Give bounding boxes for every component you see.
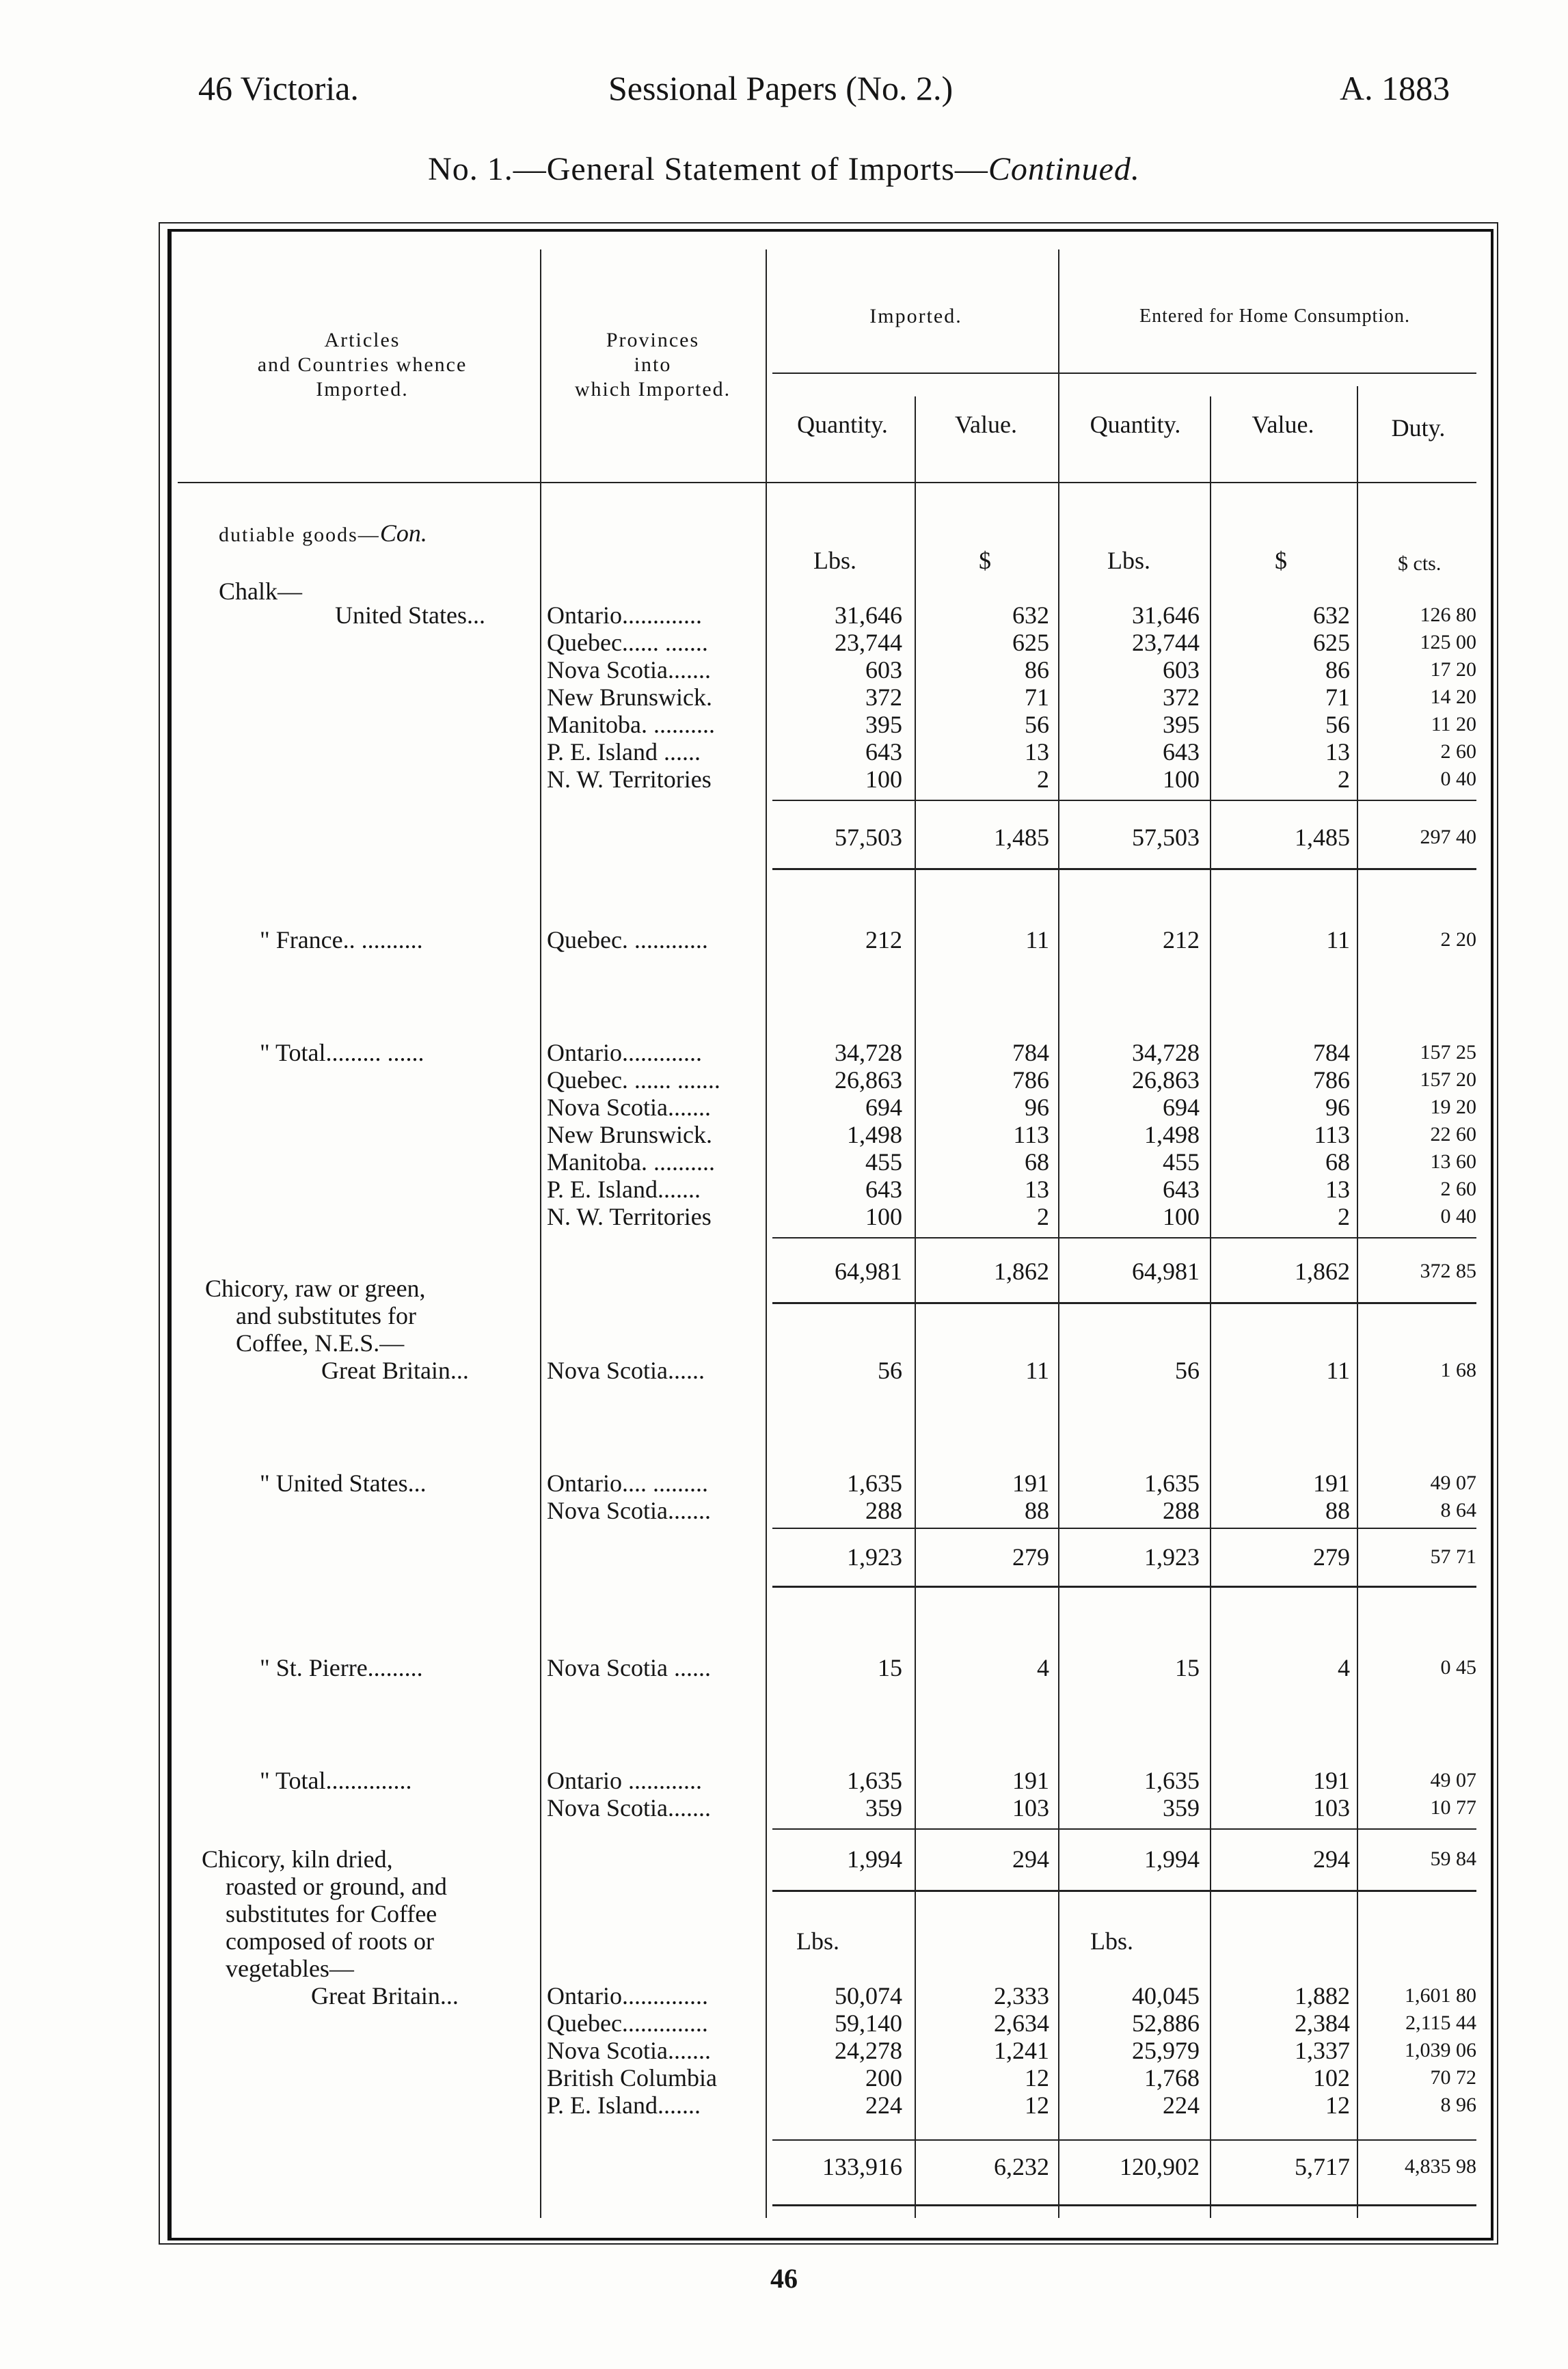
col-rule-provinces bbox=[766, 249, 767, 2218]
cell-duty: 8 64 bbox=[1440, 1499, 1476, 1521]
header-year: A. 1883 bbox=[1340, 69, 1450, 107]
cell-q1: 56 bbox=[878, 1357, 902, 1384]
cell-v1: 11 bbox=[1025, 1357, 1049, 1384]
total-v2: 1,485 bbox=[1295, 824, 1350, 851]
total-duty: 297 40 bbox=[1420, 826, 1476, 848]
cell-q1: 23,744 bbox=[835, 629, 902, 656]
cell-duty: 157 20 bbox=[1420, 1068, 1476, 1091]
cell-q1: 359 bbox=[865, 1794, 902, 1822]
cell-q2: 212 bbox=[1163, 926, 1200, 953]
cell-q2: 56 bbox=[1175, 1357, 1200, 1384]
province-name: Nova Scotia....... bbox=[547, 1497, 711, 1524]
total-v2: 5,717 bbox=[1295, 2153, 1350, 2180]
cell-q1: 24,278 bbox=[835, 2037, 902, 2064]
col-head-entered: Entered for Home Consumption. bbox=[1139, 306, 1411, 327]
total-duty: 57 71 bbox=[1430, 1545, 1476, 1568]
article-label: " St. Pierre......... bbox=[260, 1654, 423, 1681]
cell-q2: 1,635 bbox=[1144, 1470, 1200, 1497]
province-name: Quebec. ...... ....... bbox=[547, 1066, 720, 1094]
col-rule-q1 bbox=[915, 396, 916, 2218]
cell-q2: 26,863 bbox=[1132, 1066, 1200, 1094]
col-rule-q2 bbox=[1210, 396, 1211, 2218]
cell-q2: 224 bbox=[1163, 2092, 1200, 2119]
article-label: Great Britain... bbox=[311, 1982, 459, 2009]
cell-v2: 96 bbox=[1325, 1094, 1350, 1121]
cell-q2: 100 bbox=[1163, 766, 1200, 793]
cell-v2: 625 bbox=[1313, 629, 1350, 656]
cell-v1: 103 bbox=[1012, 1794, 1049, 1822]
province-name: Nova Scotia....... bbox=[547, 1094, 711, 1121]
unit-dollar: $ bbox=[979, 547, 991, 574]
cell-v1: 1,241 bbox=[994, 2037, 1049, 2064]
cell-v1: 191 bbox=[1012, 1470, 1049, 1497]
province-name: Nova Scotia...... bbox=[547, 1357, 705, 1384]
subtotal-rule-top bbox=[772, 1528, 1476, 1529]
cell-v2: 102 bbox=[1313, 2064, 1350, 2092]
cell-v1: 2,333 bbox=[994, 1982, 1049, 2009]
cell-q1: 31,646 bbox=[835, 601, 902, 629]
header-rule-groups bbox=[772, 373, 1476, 374]
cell-duty: 17 20 bbox=[1430, 658, 1476, 681]
col-head-value: Value. bbox=[955, 411, 1017, 438]
cell-duty: 70 72 bbox=[1430, 2066, 1476, 2089]
section-label: dutiable goods—Con. bbox=[219, 519, 427, 547]
cell-v2: 786 bbox=[1313, 1066, 1350, 1094]
total-q1: 1,923 bbox=[847, 1543, 902, 1571]
col-rule-v1 bbox=[1058, 249, 1059, 2218]
cell-duty: 126 80 bbox=[1420, 604, 1476, 626]
cell-v1: 11 bbox=[1025, 926, 1049, 953]
cell-v1: 13 bbox=[1025, 738, 1049, 766]
province-name: Manitoba. .......... bbox=[547, 1148, 715, 1176]
cell-q1: 212 bbox=[865, 926, 902, 953]
total-q1: 64,981 bbox=[835, 1258, 902, 1285]
cell-duty: 125 00 bbox=[1420, 631, 1476, 653]
cell-v2: 13 bbox=[1325, 738, 1350, 766]
article-label: substitutes for Coffee bbox=[226, 1900, 437, 1927]
cell-duty: 10 77 bbox=[1430, 1796, 1476, 1819]
cell-q1: 643 bbox=[865, 738, 902, 766]
cell-v2: 191 bbox=[1313, 1767, 1350, 1794]
cell-v1: 625 bbox=[1012, 629, 1049, 656]
province-name: N. W. Territories bbox=[547, 766, 712, 793]
cell-v2: 2 bbox=[1338, 1203, 1350, 1230]
cell-q1: 288 bbox=[865, 1497, 902, 1524]
cell-duty: 2,115 44 bbox=[1405, 2012, 1476, 2034]
cell-duty: 2 60 bbox=[1440, 740, 1476, 763]
cell-q1: 15 bbox=[878, 1654, 902, 1681]
province-name: Quebec.............. bbox=[547, 2009, 708, 2037]
cell-duty: 1 68 bbox=[1440, 1359, 1476, 1381]
cell-v2: 2 bbox=[1338, 766, 1350, 793]
cell-duty: 19 20 bbox=[1430, 1096, 1476, 1118]
article-label: " Total.............. bbox=[260, 1767, 412, 1794]
article-label: Chalk— bbox=[219, 578, 302, 605]
cell-v1: 96 bbox=[1025, 1094, 1049, 1121]
col-head-value-entered: Value. bbox=[1252, 411, 1314, 438]
cell-q1: 694 bbox=[865, 1094, 902, 1121]
header-session: 46 Victoria. bbox=[198, 69, 359, 107]
total-q2: 64,981 bbox=[1132, 1258, 1200, 1285]
page-number: 46 bbox=[770, 2263, 798, 2294]
cell-v2: 784 bbox=[1313, 1039, 1350, 1066]
total-q1: 1,994 bbox=[847, 1845, 902, 1873]
cell-v1: 12 bbox=[1025, 2064, 1049, 2092]
cell-v2: 632 bbox=[1313, 601, 1350, 629]
total-v2: 294 bbox=[1313, 1845, 1350, 1873]
total-duty: 4,835 98 bbox=[1405, 2155, 1476, 2178]
cell-duty: 14 20 bbox=[1430, 686, 1476, 708]
unit-dollar-entered: $ bbox=[1275, 547, 1287, 574]
cell-v1: 632 bbox=[1012, 601, 1049, 629]
cell-q2: 1,498 bbox=[1144, 1121, 1200, 1148]
subtotal-rule-bottom bbox=[772, 1586, 1476, 1588]
province-name: Ontario.............. bbox=[547, 1982, 708, 2009]
cell-v2: 103 bbox=[1313, 1794, 1350, 1822]
cell-v2: 1,882 bbox=[1295, 1982, 1350, 2009]
cell-v1: 88 bbox=[1025, 1497, 1049, 1524]
province-name: P. E. Island....... bbox=[547, 1176, 701, 1203]
col-head-duty: Duty. bbox=[1391, 414, 1446, 442]
cell-v1: 12 bbox=[1025, 2092, 1049, 2119]
cell-duty: 157 25 bbox=[1420, 1041, 1476, 1064]
cell-duty: 11 20 bbox=[1431, 713, 1476, 735]
col-head-provinces: Provinces into which Imported. bbox=[574, 329, 731, 401]
cell-q1: 50,074 bbox=[835, 1982, 902, 2009]
subtotal-rule-top bbox=[772, 1828, 1476, 1830]
cell-duty: 8 96 bbox=[1440, 2094, 1476, 2116]
total-v2: 1,862 bbox=[1295, 1258, 1350, 1285]
cell-q1: 100 bbox=[865, 1203, 902, 1230]
cell-duty: 13 60 bbox=[1430, 1150, 1476, 1173]
cell-v1: 68 bbox=[1025, 1148, 1049, 1176]
cell-v2: 13 bbox=[1325, 1176, 1350, 1203]
cell-q1: 603 bbox=[865, 656, 902, 683]
cell-v2: 2,384 bbox=[1295, 2009, 1350, 2037]
total-q1: 57,503 bbox=[835, 824, 902, 851]
cell-duty: 1,039 06 bbox=[1405, 2039, 1476, 2061]
total-q2: 120,902 bbox=[1120, 2153, 1200, 2180]
cell-q2: 372 bbox=[1163, 683, 1200, 711]
cell-q2: 643 bbox=[1163, 1176, 1200, 1203]
total-v1: 279 bbox=[1012, 1543, 1049, 1571]
unit-lbs-entered: Lbs. bbox=[1107, 547, 1150, 574]
cell-q1: 34,728 bbox=[835, 1039, 902, 1066]
cell-v1: 56 bbox=[1025, 711, 1049, 738]
total-q1: 133,916 bbox=[822, 2153, 902, 2180]
province-name: Nova Scotia....... bbox=[547, 656, 711, 683]
col-head-imported: Imported. bbox=[869, 305, 962, 327]
col-rule-articles bbox=[540, 249, 541, 2218]
cell-duty: 49 07 bbox=[1430, 1472, 1476, 1494]
table-title bbox=[0, 150, 1568, 188]
subtotal-rule-top bbox=[772, 2139, 1476, 2141]
cell-duty: 0 40 bbox=[1440, 768, 1476, 790]
province-name: Manitoba. .......... bbox=[547, 711, 715, 738]
cell-v1: 86 bbox=[1025, 656, 1049, 683]
cell-q1: 643 bbox=[865, 1176, 902, 1203]
cell-q2: 288 bbox=[1163, 1497, 1200, 1524]
subtotal-rule-top bbox=[772, 1237, 1476, 1238]
article-label: Chicory, raw or green, bbox=[205, 1275, 426, 1302]
province-name: Quebec. ............ bbox=[547, 926, 708, 953]
total-v2: 279 bbox=[1313, 1543, 1350, 1571]
col-head-quantity-entered: Quantity. bbox=[1090, 411, 1181, 438]
cell-q2: 25,979 bbox=[1132, 2037, 1200, 2064]
unit-lbs-entered: Lbs. bbox=[1090, 1927, 1133, 1955]
subtotal-rule-top bbox=[772, 800, 1476, 801]
cell-v1: 2 bbox=[1037, 766, 1049, 793]
cell-q2: 643 bbox=[1163, 738, 1200, 766]
cell-v2: 88 bbox=[1325, 1497, 1350, 1524]
cell-v1: 2,634 bbox=[994, 2009, 1049, 2037]
cell-q1: 1,635 bbox=[847, 1767, 902, 1794]
province-name: Ontario............. bbox=[547, 601, 702, 629]
province-name: Nova Scotia ...... bbox=[547, 1654, 711, 1681]
cell-duty: 0 40 bbox=[1440, 1205, 1476, 1228]
cell-q2: 100 bbox=[1163, 1203, 1200, 1230]
province-name: P. E. Island ...... bbox=[547, 738, 701, 766]
cell-q1: 100 bbox=[865, 766, 902, 793]
cell-v2: 4 bbox=[1338, 1654, 1350, 1681]
unit-duty: $ cts. bbox=[1398, 552, 1442, 575]
province-name: Ontario.... ......... bbox=[547, 1470, 708, 1497]
cell-v1: 786 bbox=[1012, 1066, 1049, 1094]
cell-q2: 31,646 bbox=[1132, 601, 1200, 629]
total-v1: 294 bbox=[1012, 1845, 1049, 1873]
cell-q1: 1,498 bbox=[847, 1121, 902, 1148]
cell-q2: 455 bbox=[1163, 1148, 1200, 1176]
province-name: New Brunswick. bbox=[547, 683, 712, 711]
article-label: Coffee, N.E.S.— bbox=[236, 1329, 405, 1357]
province-name: Nova Scotia....... bbox=[547, 2037, 711, 2064]
cell-q2: 15 bbox=[1175, 1654, 1200, 1681]
cell-v2: 56 bbox=[1325, 711, 1350, 738]
cell-q1: 200 bbox=[865, 2064, 902, 2092]
cell-q1: 1,635 bbox=[847, 1470, 902, 1497]
cell-q2: 23,744 bbox=[1132, 629, 1200, 656]
province-name: Ontario ............ bbox=[547, 1767, 702, 1794]
cell-q2: 52,886 bbox=[1132, 2009, 1200, 2037]
province-name: Nova Scotia....... bbox=[547, 1794, 711, 1822]
cell-v1: 4 bbox=[1037, 1654, 1049, 1681]
cell-q2: 1,768 bbox=[1144, 2064, 1200, 2092]
cell-q2: 34,728 bbox=[1132, 1039, 1200, 1066]
cell-v2: 68 bbox=[1325, 1148, 1350, 1176]
cell-q2: 694 bbox=[1163, 1094, 1200, 1121]
total-duty: 59 84 bbox=[1430, 1847, 1476, 1870]
cell-q1: 455 bbox=[865, 1148, 902, 1176]
cell-v2: 1,337 bbox=[1295, 2037, 1350, 2064]
cell-v1: 191 bbox=[1012, 1767, 1049, 1794]
province-name: N. W. Territories bbox=[547, 1203, 712, 1230]
cell-v1: 2 bbox=[1037, 1203, 1049, 1230]
unit-lbs: Lbs. bbox=[813, 547, 856, 574]
article-label: " France.. .......... bbox=[260, 926, 423, 953]
cell-q1: 224 bbox=[865, 2092, 902, 2119]
province-name: Quebec...... ....... bbox=[547, 629, 708, 656]
cell-duty: 22 60 bbox=[1430, 1123, 1476, 1146]
cell-v1: 784 bbox=[1012, 1039, 1049, 1066]
article-label: roasted or ground, and bbox=[226, 1873, 447, 1900]
header-title: Sessional Papers (No. 2.) bbox=[608, 69, 954, 107]
total-v1: 6,232 bbox=[994, 2153, 1049, 2180]
col-head-articles: Articles and Countries whence Imported. bbox=[257, 329, 468, 401]
total-duty: 372 85 bbox=[1420, 1260, 1476, 1282]
cell-v2: 86 bbox=[1325, 656, 1350, 683]
cell-q2: 40,045 bbox=[1132, 1982, 1200, 2009]
total-q2: 57,503 bbox=[1132, 824, 1200, 851]
article-label: Great Britain... bbox=[321, 1357, 469, 1384]
cell-v2: 11 bbox=[1326, 926, 1350, 953]
col-head-quantity: Quantity. bbox=[797, 411, 888, 438]
cell-v2: 11 bbox=[1326, 1357, 1350, 1384]
cell-q2: 359 bbox=[1163, 1794, 1200, 1822]
province-name: New Brunswick. bbox=[547, 1121, 712, 1148]
cell-v2: 113 bbox=[1314, 1121, 1350, 1148]
cell-v2: 12 bbox=[1325, 2092, 1350, 2119]
cell-v2: 71 bbox=[1325, 683, 1350, 711]
province-name: Ontario............. bbox=[547, 1039, 702, 1066]
cell-duty: 0 45 bbox=[1440, 1656, 1476, 1679]
total-v1: 1,485 bbox=[994, 824, 1049, 851]
subtotal-rule-bottom bbox=[772, 2204, 1476, 2206]
cell-v1: 71 bbox=[1025, 683, 1049, 711]
subtotal-rule-bottom bbox=[772, 1302, 1476, 1304]
cell-q1: 26,863 bbox=[835, 1066, 902, 1094]
article-label: United States... bbox=[335, 601, 485, 629]
total-q2: 1,923 bbox=[1144, 1543, 1200, 1571]
article-label: " United States... bbox=[260, 1470, 427, 1497]
cell-q2: 603 bbox=[1163, 656, 1200, 683]
cell-q1: 395 bbox=[865, 711, 902, 738]
table-title-main: No. 1.—General Statement of Imports— bbox=[428, 151, 988, 187]
header-rule-bottom bbox=[178, 482, 1476, 483]
unit-lbs: Lbs. bbox=[796, 1927, 839, 1955]
cell-v1: 13 bbox=[1025, 1176, 1049, 1203]
cell-q2: 395 bbox=[1163, 711, 1200, 738]
article-label: " Total......... ...... bbox=[260, 1039, 424, 1066]
cell-duty: 2 20 bbox=[1440, 928, 1476, 951]
cell-q2: 1,635 bbox=[1144, 1767, 1200, 1794]
total-v1: 1,862 bbox=[994, 1258, 1049, 1285]
article-label: vegetables— bbox=[226, 1955, 354, 1982]
table-title-italic: Continued. bbox=[988, 151, 1140, 187]
cell-v1: 113 bbox=[1013, 1121, 1049, 1148]
cell-v2: 191 bbox=[1313, 1470, 1350, 1497]
subtotal-rule-bottom bbox=[772, 1890, 1476, 1892]
total-q2: 1,994 bbox=[1144, 1845, 1200, 1873]
province-name: P. E. Island....... bbox=[547, 2092, 701, 2119]
cell-duty: 2 60 bbox=[1440, 1178, 1476, 1200]
cell-duty: 49 07 bbox=[1430, 1769, 1476, 1791]
cell-duty: 1,601 80 bbox=[1405, 1984, 1476, 2007]
article-label: and substitutes for bbox=[236, 1302, 416, 1329]
article-label: composed of roots or bbox=[226, 1927, 434, 1955]
cell-q1: 59,140 bbox=[835, 2009, 902, 2037]
cell-q1: 372 bbox=[865, 683, 902, 711]
article-label: Chicory, kiln dried, bbox=[202, 1845, 393, 1873]
subtotal-rule-bottom bbox=[772, 868, 1476, 870]
province-name: British Columbia bbox=[547, 2064, 718, 2092]
